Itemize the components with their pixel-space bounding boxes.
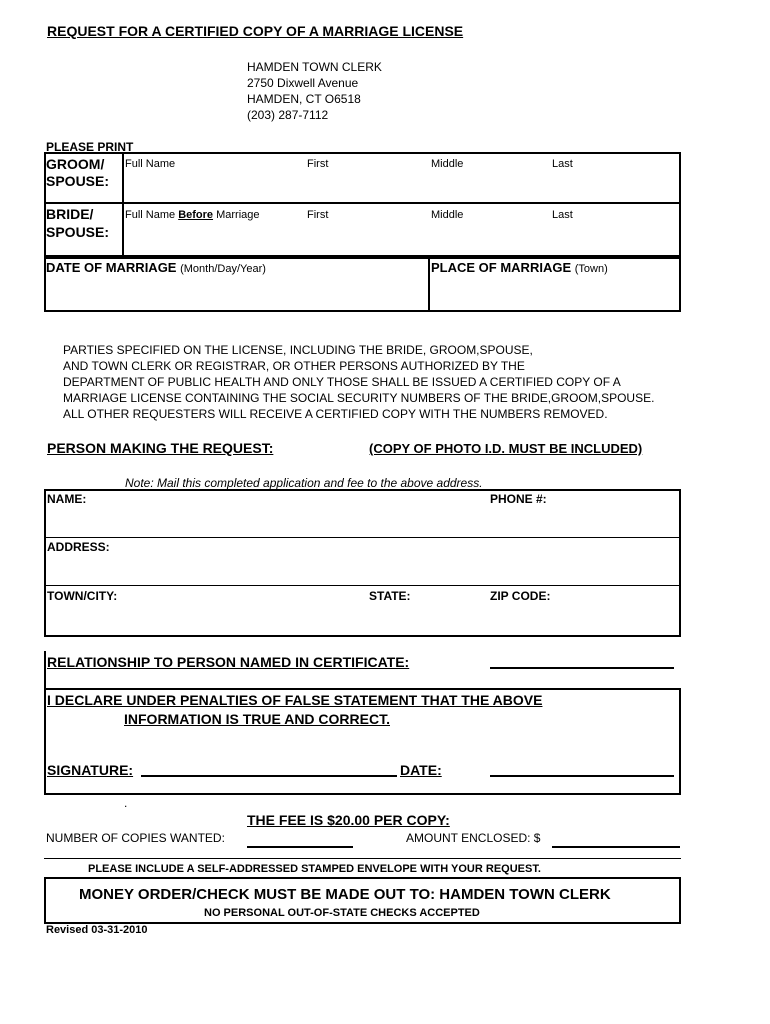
- notice-line: PARTIES SPECIFIED ON THE LICENSE, INCLUDING THE BRIDE, GROOM,SPOUSE,: [63, 343, 533, 357]
- zip-label: ZIP CODE:: [490, 589, 551, 603]
- requester-row-divider: [46, 585, 679, 586]
- stray-dot: .: [124, 796, 128, 810]
- declaration-line: INFORMATION IS TRUE AND CORRECT.: [124, 711, 390, 727]
- bride-label: SPOUSE:: [46, 224, 110, 240]
- address-field[interactable]: [48, 556, 675, 582]
- signature-line: [141, 775, 397, 777]
- groom-label: SPOUSE:: [46, 173, 110, 189]
- bride-fullname-before: Before: [178, 209, 214, 221]
- requester-row-divider: [46, 537, 679, 538]
- amount-enclosed-label: AMOUNT ENCLOSED: $: [406, 831, 541, 845]
- name-label: NAME:: [47, 492, 87, 506]
- groom-name-field[interactable]: [125, 172, 675, 198]
- notice-line: DEPARTMENT OF PUBLIC HEALTH AND ONLY THOSE SHALL BE ISSUED A CERTIFIED COPY OF A: [63, 375, 621, 389]
- town-field[interactable]: [48, 605, 358, 631]
- address-line: HAMDEN TOWN CLERK: [247, 60, 382, 74]
- date-place-divider: [428, 257, 430, 312]
- address-line: (203) 287-7112: [247, 108, 329, 122]
- no-checks-note: NO PERSONAL OUT-OF-STATE CHECKS ACCEPTED: [204, 907, 480, 919]
- date-of-marriage-field[interactable]: [48, 278, 423, 306]
- town-label: TOWN/CITY:: [47, 589, 118, 603]
- bride-fullname-part: Full Name: [125, 209, 179, 221]
- signature-field[interactable]: [141, 752, 397, 774]
- bride-label: BRIDE/: [46, 206, 94, 222]
- photo-id-note: (COPY OF PHOTO I.D. MUST BE INCLUDED): [369, 441, 643, 456]
- form-title: REQUEST FOR A CERTIFIED COPY OF A MARRIAGE LICENSE: [47, 23, 464, 39]
- copies-wanted-line: [247, 846, 353, 848]
- mail-note: Note: Mail this completed application and fee to the above address.: [125, 476, 483, 490]
- bride-fullname-label: [125, 209, 260, 221]
- state-label: STATE:: [369, 589, 411, 603]
- groom-fullname-label: Full Name: [125, 158, 176, 170]
- bride-first-label: First: [307, 209, 329, 221]
- date-of-marriage-hint: (Month/Day/Year): [180, 263, 266, 275]
- names-row-divider: [122, 202, 681, 204]
- revised-date: Revised 03-31-2010: [46, 924, 148, 936]
- groom-label: GROOM/: [46, 156, 105, 172]
- zip-field[interactable]: [490, 605, 675, 631]
- copies-wanted-label: NUMBER OF COPIES WANTED:: [46, 831, 225, 845]
- address-line: HAMDEN, CT O6518: [247, 92, 361, 106]
- bride-middle-label: Middle: [431, 209, 464, 221]
- address-line: 2750 Dixwell Avenue: [247, 76, 359, 90]
- signature-label: SIGNATURE:: [47, 762, 134, 778]
- date-field[interactable]: [490, 752, 674, 774]
- copies-wanted-field[interactable]: [247, 828, 353, 845]
- money-order-note: MONEY ORDER/CHECK MUST BE MADE OUT TO: HAMDEN TOWN CLERK: [79, 886, 611, 903]
- phone-field[interactable]: [490, 508, 675, 534]
- groom-last-label: Last: [552, 158, 573, 170]
- bride-fullname-part: Marriage: [213, 209, 260, 221]
- date-of-marriage-label: [46, 260, 266, 275]
- notice-line: AND TOWN CLERK OR REGISTRAR, OR OTHER PERSONS AUTHORIZED BY THE: [63, 359, 525, 373]
- envelope-top-line: [44, 858, 681, 859]
- relationship-label: RELATIONSHIP TO PERSON NAMED IN CERTIFICATE:: [47, 654, 410, 670]
- requester-heading: PERSON MAKING THE REQUEST:: [47, 440, 274, 456]
- bride-name-field[interactable]: [125, 224, 675, 250]
- place-of-marriage-text: PLACE OF MARRIAGE: [431, 260, 572, 275]
- names-divider: [122, 152, 124, 257]
- names-row-divider-left: [44, 202, 122, 204]
- relationship-field-line: [490, 667, 674, 669]
- please-print-label: PLEASE PRINT: [46, 140, 134, 154]
- bride-last-label: Last: [552, 209, 573, 221]
- date-line: [490, 775, 674, 777]
- groom-middle-label: Middle: [431, 158, 464, 170]
- envelope-note: PLEASE INCLUDE A SELF-ADDRESSED STAMPED ENVELOPE WITH YOUR REQUEST.: [88, 863, 541, 875]
- relationship-field[interactable]: [490, 650, 674, 667]
- date-label: DATE:: [400, 762, 442, 778]
- place-of-marriage-field[interactable]: [433, 278, 675, 306]
- name-field[interactable]: [48, 508, 478, 534]
- amount-enclosed-field[interactable]: [552, 828, 680, 845]
- address-label: ADDRESS:: [47, 540, 110, 554]
- date-of-marriage-text: DATE OF MARRIAGE: [46, 260, 177, 275]
- phone-label: PHONE #:: [490, 492, 547, 506]
- groom-first-label: First: [307, 158, 329, 170]
- fee-label: THE FEE IS $20.00 PER COPY:: [247, 812, 450, 828]
- relationship-left-border: [44, 651, 46, 689]
- place-of-marriage-hint: (Town): [574, 263, 608, 275]
- notice-line: ALL OTHER REQUESTERS WILL RECEIVE A CERTIFIED COPY WITH THE NUMBERS REMOVED.: [63, 407, 608, 421]
- declaration-line: I DECLARE UNDER PENALTIES OF FALSE STATEMENT THAT THE ABOVE: [47, 692, 543, 708]
- amount-enclosed-line: [552, 846, 680, 848]
- notice-line: MARRIAGE LICENSE CONTAINING THE SOCIAL SECURITY NUMBERS OF THE BRIDE,GROOM,SPOUSE.: [63, 391, 655, 405]
- place-of-marriage-label: [431, 260, 608, 275]
- state-field[interactable]: [369, 605, 479, 631]
